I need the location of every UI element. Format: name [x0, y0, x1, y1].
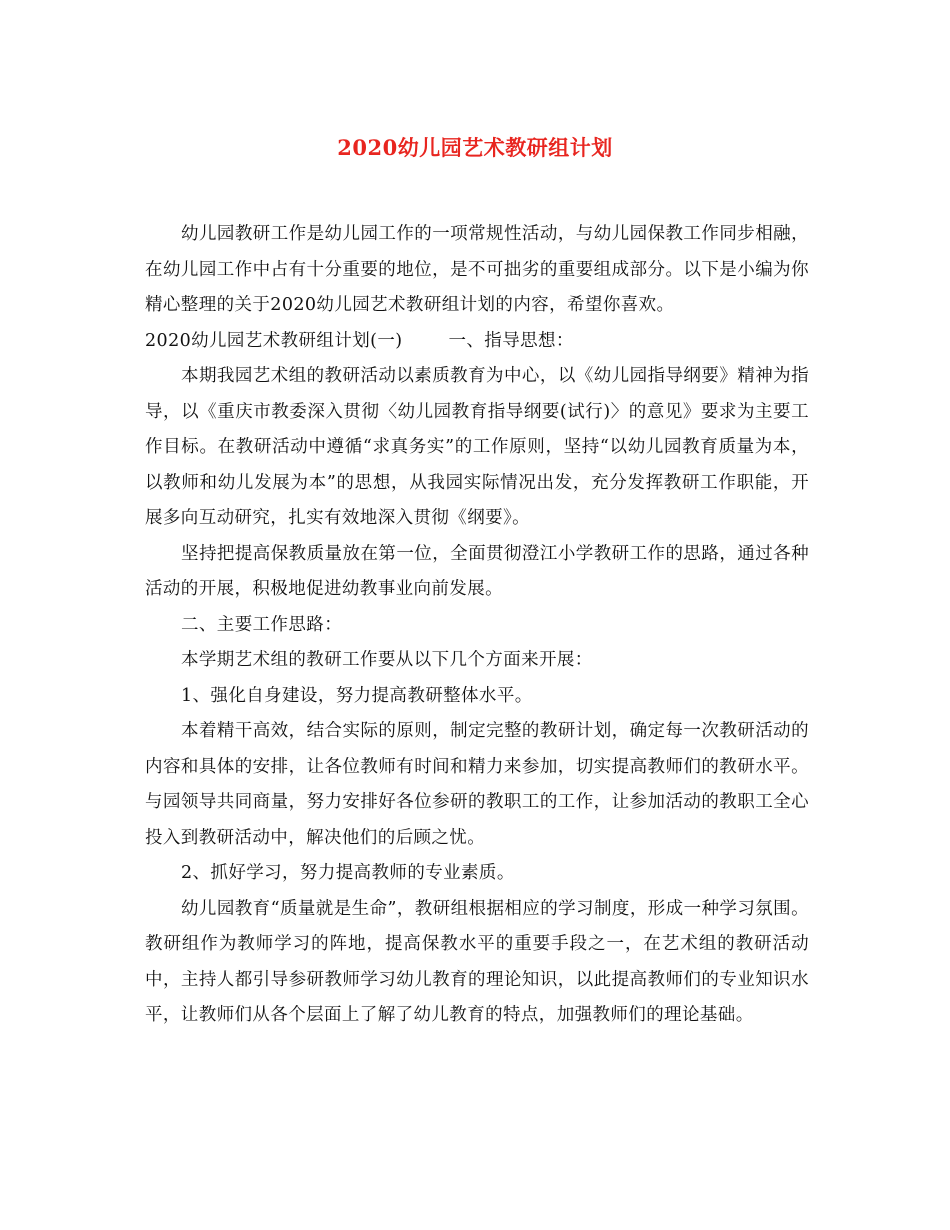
plan-heading-line	[145, 324, 809, 360]
section2-heading: 二、主要工作思路：	[181, 614, 343, 635]
plan-heading: 2020幼儿园艺术教研组计划(一)	[145, 330, 403, 351]
aspects-paragraph: 本学期艺术组的教研工作要从以下几个方面来开展：	[181, 650, 593, 670]
guiding-paragraph: 本期我园艺术组的教研活动以素质教育为中心，以《幼儿园指导纲要》精神为指导，以《重庆市教委深入贯彻〈幼儿园教育指导纲要(试行)〉的意见》要求为主要工作目标。在教研活动中遵循“求真务实”的工作原则，坚持“以幼儿园教育质量为本，以教师和幼儿发展为本”的思想，从我园实际情况出发，充分发挥教研工作职能，开展多向互动研究，扎实有效地深入贯彻《纲要》。	[145, 366, 809, 528]
document-title: 2020幼儿园艺术教研组计划	[337, 135, 613, 160]
document-body	[145, 217, 809, 1034]
item2-heading: 2、抓好学习，努力提高教师的专业素质。	[181, 863, 515, 883]
item2-paragraph: 幼儿园教育“质量就是生命”，教研组根据相应的学习制度，形成一种学习氛围。教研组作为教师学习的阵地，提高保教水平的重要手段之一，在艺术组的教研活动中，主持人都引导参研教师学习幼儿教育的理论知识，以此提高教师们的专业知识水平，让教师们从各个层面上了解了幼儿教育的特点，加强教师们的理论基础。	[145, 898, 809, 1025]
item1-paragraph: 本着精干高效，结合实际的原则，制定完整的教研计划，确定每一次教研活动的内容和具体的安排，让各位教师有时间和精力来参加，切实提高教师们的教研水平。与园领导共同商量，努力安排好各位参研的教职工的工作，让参加活动的教职工全心投入到教研活动中，解决他们的后顾之忧。	[145, 721, 809, 848]
section1-heading: 一、指导思想：	[448, 330, 574, 351]
intro-paragraph: 幼儿园教研工作是幼儿园工作的一项常规性活动，与幼儿园保教工作同步相融，在幼儿园工作中占有十分重要的地位，是不可拙劣的重要组成部分。以下是小编为你精心整理的关于2020幼儿园艺术教研组计划的内容，希望你喜欢。	[145, 224, 809, 315]
item1-heading: 1、强化自身建设，努力提高教研整体水平。	[181, 685, 533, 706]
quality-paragraph: 坚持把提高保教质量放在第一位，全面贯彻澄江小学教研工作的思路，通过各种活动的开展，积极地促进幼教事业向前发展。	[145, 543, 809, 599]
